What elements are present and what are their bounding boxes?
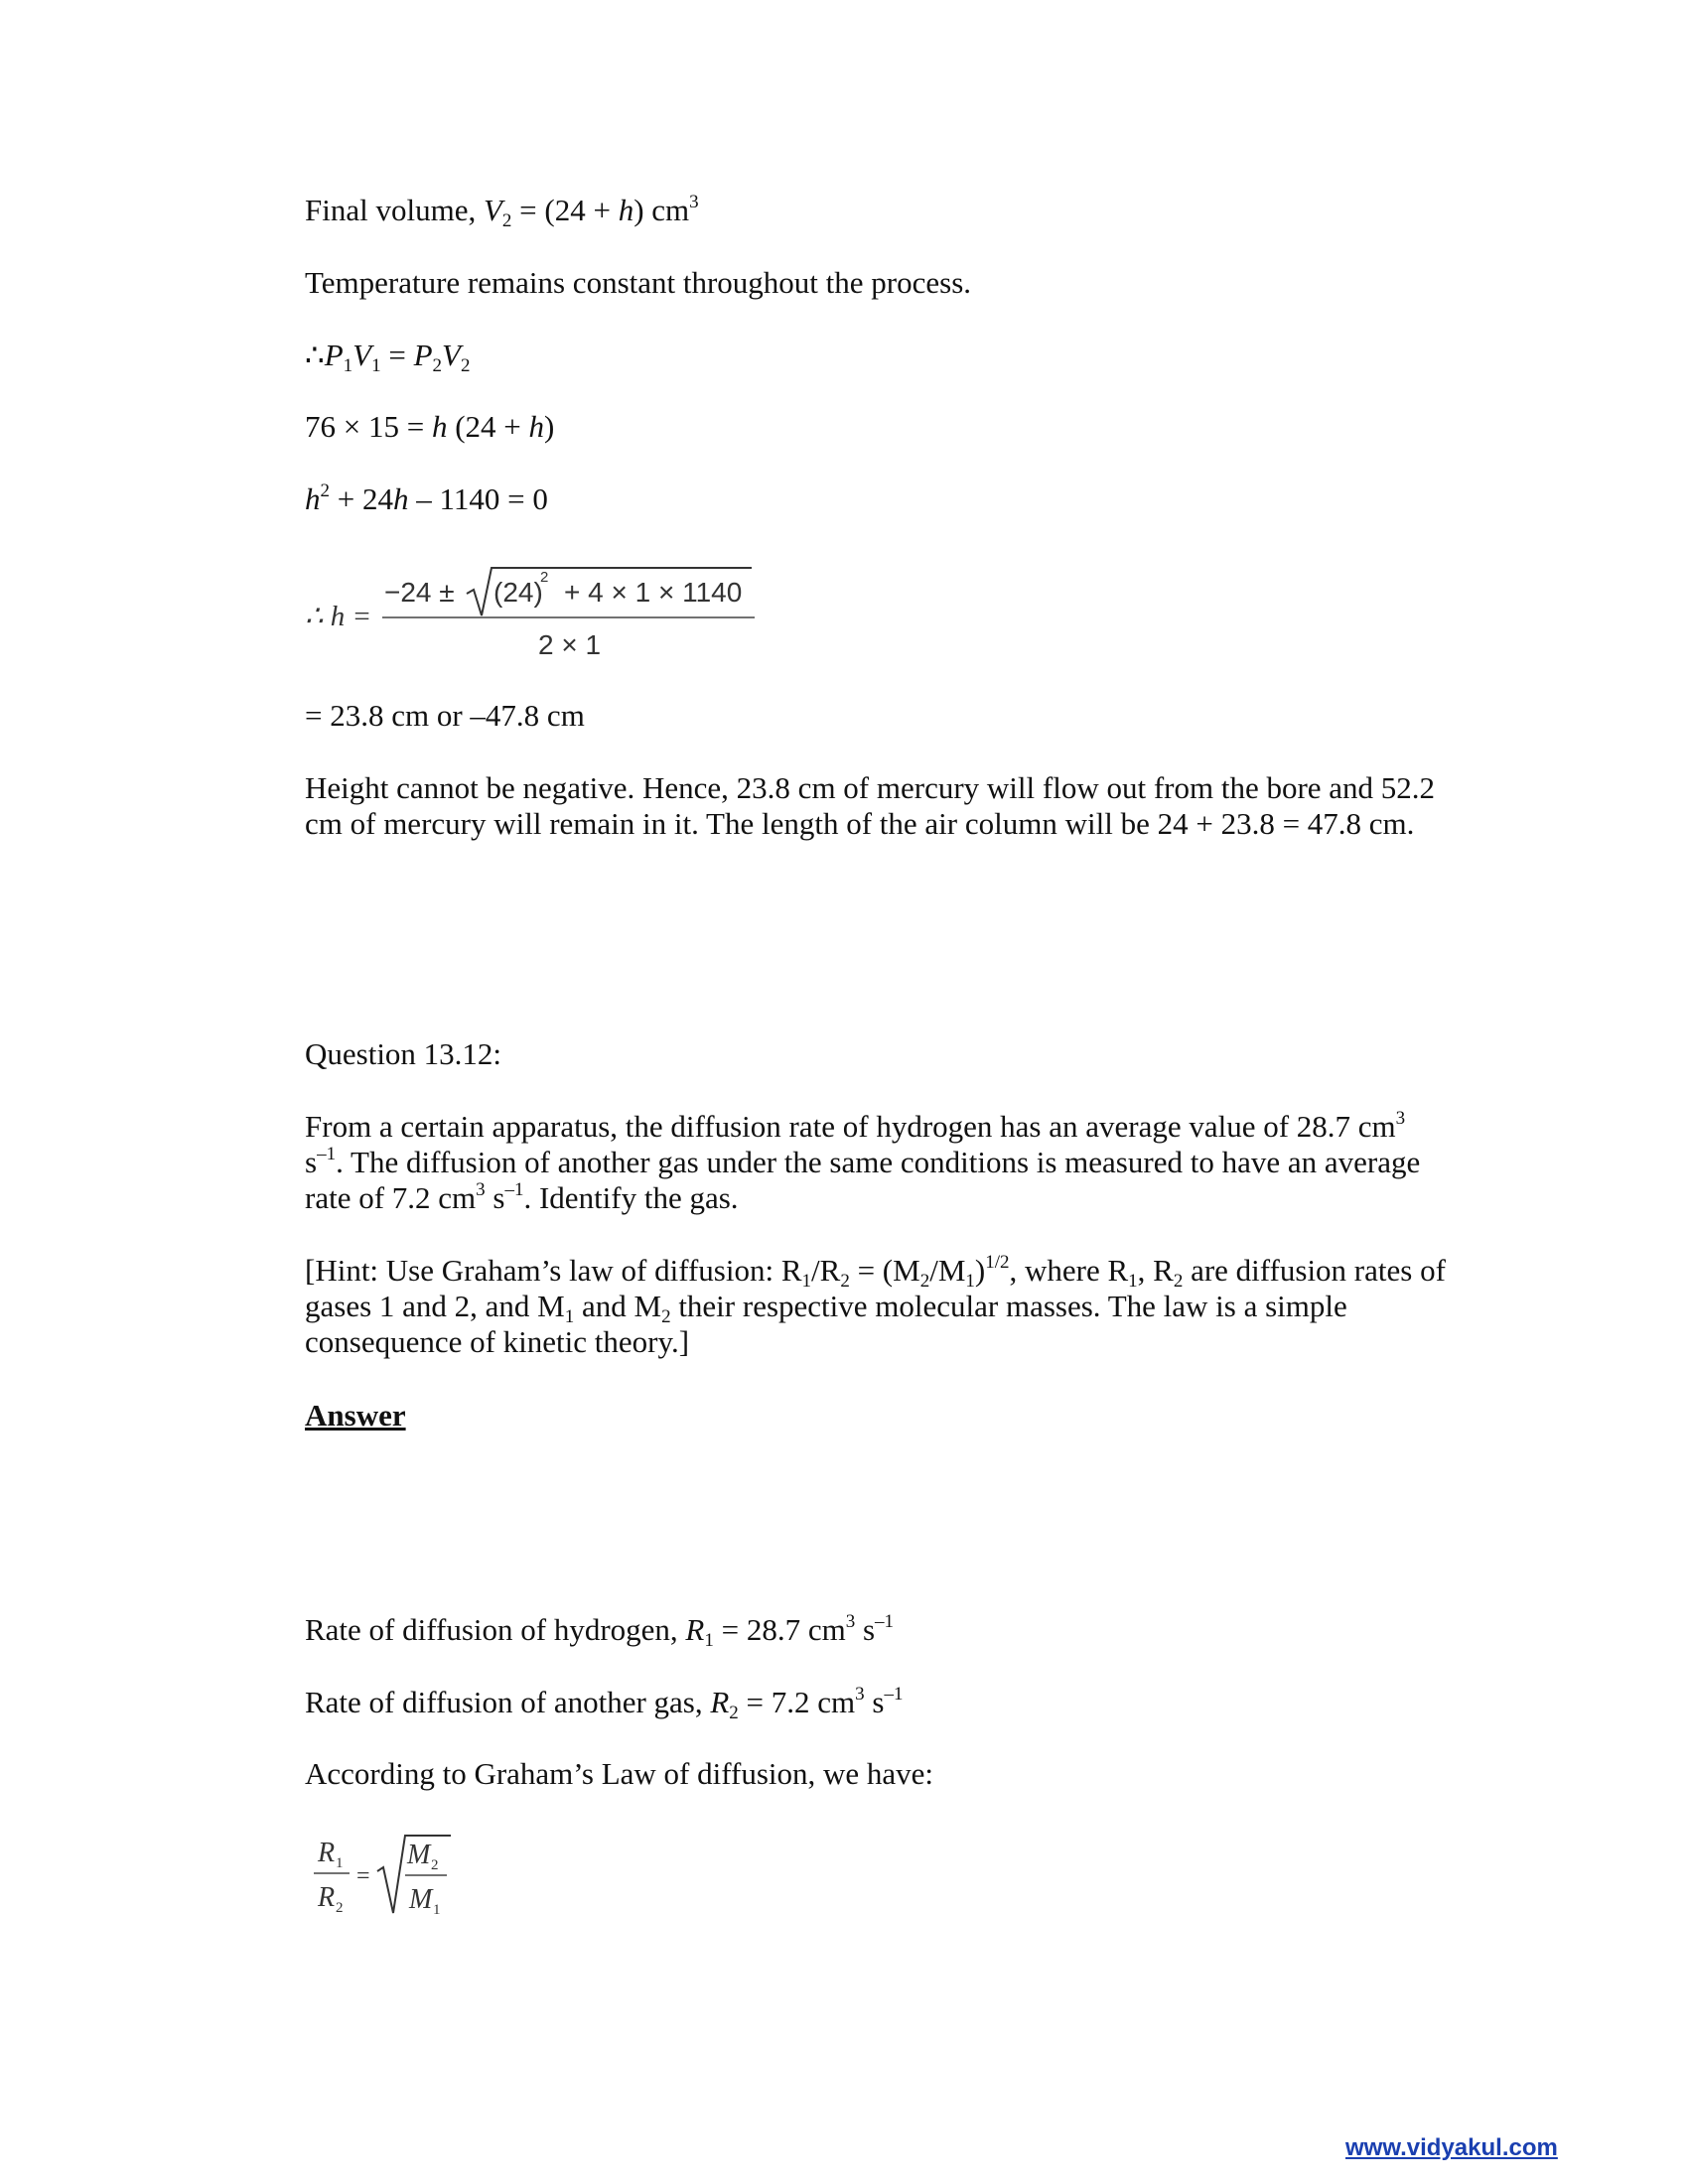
var-r: R [710, 1685, 730, 1719]
quadratic-line [305, 481, 548, 517]
answer-heading: Answer [305, 1398, 406, 1433]
text: From a certain apparatus, the diffusion rate of hydrogen has an average value of 28.7 cm [305, 1109, 1396, 1144]
superscript: 2 [320, 480, 330, 501]
text: and M [574, 1289, 662, 1323]
rate-other-gas-line [305, 1684, 904, 1723]
text: – 1140 = 0 [408, 481, 548, 516]
m2-symbol: M [407, 1840, 431, 1870]
superscript: –1 [884, 1684, 904, 1705]
var-v: V [483, 193, 502, 227]
equals: = [380, 338, 414, 372]
text: = (24 + [511, 193, 619, 227]
r2-symbol: R [318, 1882, 336, 1913]
question-body [305, 1109, 1437, 1216]
text: = 7.2 cm [738, 1685, 856, 1719]
boyle-law-line [305, 338, 471, 376]
text: , where R [1009, 1253, 1129, 1288]
text: 76 × 15 = [305, 409, 432, 444]
equation-76-line [305, 409, 554, 445]
superscript: 3 [1395, 1108, 1406, 1129]
var-h: h [528, 409, 545, 444]
temperature-line: Temperature remains constant throughout the process. [305, 265, 972, 300]
subscript: 2 [1173, 1271, 1184, 1292]
subscript: 2 [432, 355, 443, 376]
text: s [305, 1145, 318, 1179]
var-h: h [431, 409, 448, 444]
text: are diffusion rates of gases 1 and 2, and M [305, 1253, 1446, 1323]
final-volume-line [305, 192, 699, 231]
var-h: h [618, 193, 634, 227]
numerator-minus24: −24 ± [384, 577, 455, 608]
var-h: h [305, 481, 321, 516]
subscript: 2 [460, 355, 471, 376]
subscript: 2 [729, 1703, 739, 1723]
result-line: = 23.8 cm or –47.8 cm [305, 698, 585, 733]
vidyakul-link[interactable]: www.vidyakul.com [1345, 2134, 1558, 2161]
m1-symbol: M [409, 1884, 433, 1915]
text: . Identify the gas. [523, 1180, 739, 1215]
therefore-h: ∴ h = [305, 601, 372, 632]
text: = (M [849, 1253, 920, 1288]
quadratic-formula-image [303, 558, 770, 667]
m1-subscript: 1 [433, 1902, 441, 1918]
superscript: 3 [476, 1179, 486, 1200]
var-v: V [352, 338, 372, 372]
text: ) cm [633, 193, 690, 227]
var-r: R [685, 1612, 705, 1647]
var-h: h [392, 481, 409, 516]
m2-subscript: 2 [431, 1857, 439, 1873]
subscript: 2 [661, 1306, 671, 1327]
text: = 28.7 cm [713, 1612, 846, 1647]
text: , R [1137, 1253, 1174, 1288]
text: ) [544, 409, 555, 444]
rate-hydrogen-line [305, 1611, 895, 1651]
text: /M [929, 1253, 966, 1288]
text: s [485, 1180, 505, 1215]
superscript: 3 [855, 1684, 865, 1705]
subscript: 1 [564, 1306, 575, 1327]
text: + 24 [330, 481, 393, 516]
therefore-symbol: ∴ [305, 338, 325, 372]
numerator-rest: + 4 × 1 × 1140 [564, 577, 743, 608]
superscript: –1 [875, 1611, 895, 1632]
subscript: 1 [801, 1271, 812, 1292]
subscript: 2 [919, 1271, 930, 1292]
height-paragraph: Height cannot be negative. Hence, 23.8 cm of mercury will flow out from the bore and 52.2 cm of mercury will remain in it. The length of the air column will be 24 + 23.8 = 47.8 cm. [305, 770, 1436, 841]
text: [Hint: Use Graham’s law of diffusion: R [305, 1253, 802, 1288]
var-p: P [413, 338, 433, 372]
subscript: 1 [965, 1271, 975, 1292]
superscript: –1 [317, 1144, 337, 1164]
text: Rate of diffusion of hydrogen, [305, 1612, 686, 1647]
hint-paragraph [305, 1253, 1447, 1360]
graham-law-line: According to Graham’s Law of diffusion, we have: [305, 1756, 934, 1791]
denominator: 2 × 1 [538, 629, 602, 660]
text: (24 + [447, 409, 529, 444]
equals-sign: = [356, 1863, 370, 1889]
final-volume-label: Final volume, [305, 193, 484, 227]
superscript: 1/2 [985, 1252, 1010, 1273]
text: . The diffusion of another gas under the same conditions is measured to have an average rate of 7.2 cm [305, 1145, 1421, 1215]
text: their respective molecular masses. The law is a simple consequence of kinetic theory.] [305, 1289, 1347, 1359]
text: Rate of diffusion of another gas, [305, 1685, 711, 1719]
subscript: 2 [501, 210, 512, 231]
superscript: –1 [504, 1179, 524, 1200]
numerator-24-squared: (24) [493, 577, 543, 608]
question-title: Question 13.12: [305, 1036, 502, 1071]
text: s [855, 1612, 876, 1647]
graham-formula-image [308, 1832, 467, 1926]
text: ) [974, 1253, 986, 1288]
var-v: V [442, 338, 461, 372]
numerator-exponent: 2 [540, 569, 549, 586]
text: /R [811, 1253, 841, 1288]
subscript: 1 [1128, 1271, 1138, 1292]
subscript: 1 [704, 1630, 714, 1651]
r1-symbol: R [318, 1838, 336, 1868]
superscript: 3 [845, 1611, 856, 1632]
r1-subscript: 1 [336, 1855, 344, 1871]
subscript: 1 [343, 355, 353, 376]
r2-subscript: 2 [336, 1900, 344, 1916]
var-p: P [324, 338, 344, 372]
text: s [864, 1685, 885, 1719]
subscript: 1 [371, 355, 381, 376]
superscript: 3 [689, 192, 699, 212]
subscript: 2 [840, 1271, 850, 1292]
